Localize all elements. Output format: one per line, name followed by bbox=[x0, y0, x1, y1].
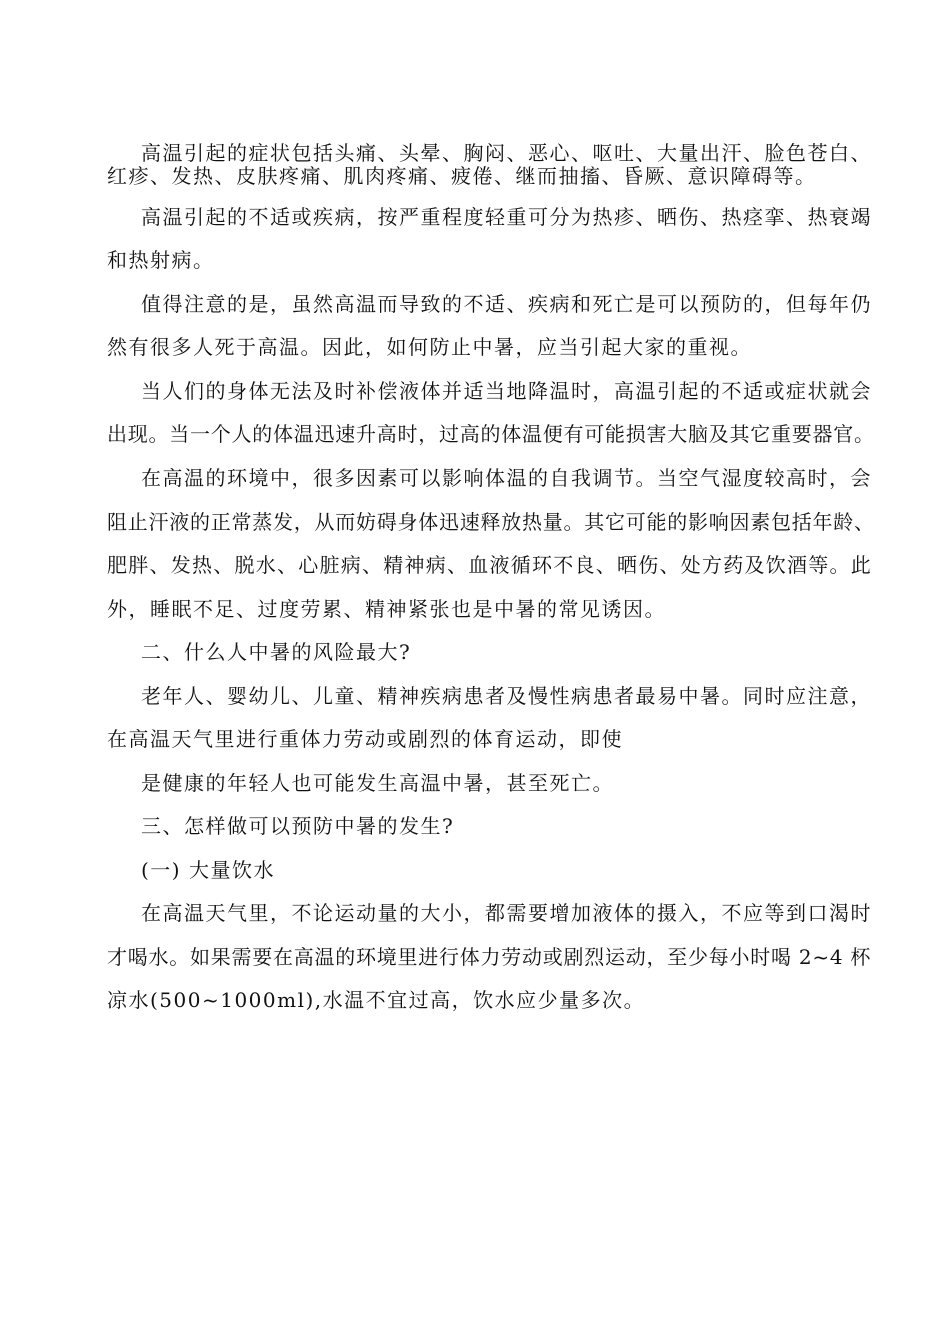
text-line: 当人们的身体无法及时补偿液体并适当地降温时，高温引起的不适或症状就会 bbox=[141, 379, 872, 403]
text-line: 然有很多人死于高温。因此，如何防止中暑，应当引起大家的重视。 bbox=[107, 335, 752, 359]
text-line: 才喝水。如果需要在高温的环境里进行体力劳动或剧烈运动，至少每小时喝 2~4 杯 bbox=[107, 945, 872, 969]
text-line: 阻止汗液的正常蒸发，从而妨碍身体迅速释放热量。其它可能的影响因素包括年龄、 bbox=[107, 510, 875, 534]
text-line: 凉水(500~1000ml),水温不宜过高，饮水应少量多次。 bbox=[107, 988, 646, 1012]
section-heading: 三、怎样做可以预防中暑的发生? bbox=[141, 814, 455, 838]
text-line: 值得注意的是，虽然高温而导致的不适、疾病和死亡是可以预防的，但每年仍 bbox=[141, 292, 872, 316]
text-line: 肥胖、发热、脱水、心脏病、精神病、血液循环不良、晒伤、处方药及饮酒等。此 bbox=[107, 553, 872, 577]
text-line: 在高温天气里，不论运动量的大小，都需要增加液体的摄入，不应等到口渴时 bbox=[141, 901, 872, 925]
text-line: 在高温天气里进行重体力劳动或剧烈的体育运动，即使 bbox=[107, 727, 623, 751]
section-heading: 二、什么人中暑的风险最大? bbox=[141, 640, 412, 664]
subsection-heading: (一) 大量饮水 bbox=[141, 858, 275, 882]
text-line: 高温引起的症状包括头痛、头晕、胸闷、恶心、呕吐、大量出汗、脸色苍白、 bbox=[141, 141, 872, 165]
text-line: 和热射病。 bbox=[107, 248, 215, 272]
text-line: 是健康的年轻人也可能发生高温中暑，甚至死亡。 bbox=[141, 771, 614, 795]
text-line: 外，睡眠不足、过度劳累、精神紧张也是中暑的常见诱因。 bbox=[107, 597, 666, 621]
text-line: 红疹、发热、皮肤疼痛、肌肉疼痛、疲倦、继而抽搐、昏厥、意识障碍等。 bbox=[107, 164, 817, 188]
text-line: 老年人、婴幼儿、儿童、精神疾病患者及慢性病患者最易中暑。同时应注意， bbox=[141, 684, 872, 708]
text-line: 高温引起的不适或疾病，按严重程度轻重可分为热疹、晒伤、热痉挛、热衰竭 bbox=[141, 205, 872, 229]
text-line: 在高温的环境中，很多因素可以影响体温的自我调节。当空气湿度较高时，会 bbox=[141, 466, 872, 490]
text-line: 出现。当一个人的体温迅速升高时，过高的体温便有可能损害大脑及其它重要器官。 bbox=[107, 422, 875, 446]
